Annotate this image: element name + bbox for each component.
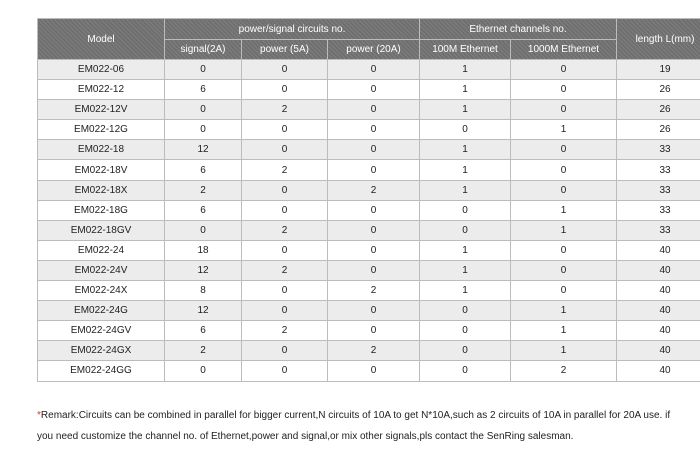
- cell-1000m-ethernet: 1: [511, 220, 617, 240]
- cell-power-20a: 0: [328, 260, 420, 280]
- cell-model: EM022-18G: [38, 200, 165, 220]
- header-power-signal: power/signal circuits no.: [165, 19, 420, 40]
- cell-model: EM022-24GV: [38, 321, 165, 341]
- cell-signal-2a: 18: [165, 240, 242, 260]
- cell-1000m-ethernet: 1: [511, 341, 617, 361]
- remark-text-1: Remark:Circuits can be combined in parallel for bigger current,N circuits of 10A to get N*10A,such as 2 circuits of 10A in parallel for 20A use. if: [40, 410, 671, 421]
- cell-1000m-ethernet: 1: [511, 321, 617, 341]
- cell-1000m-ethernet: 2: [511, 361, 617, 381]
- cell-length: 33: [617, 180, 700, 200]
- cell-100m-ethernet: 0: [420, 361, 511, 381]
- cell-100m-ethernet: 0: [420, 321, 511, 341]
- cell-power-20a: 0: [328, 301, 420, 321]
- cell-100m-ethernet: 0: [420, 341, 511, 361]
- cell-power-20a: 0: [328, 80, 420, 100]
- cell-power-5a: 0: [242, 80, 328, 100]
- cell-power-5a: 0: [242, 361, 328, 381]
- cell-100m-ethernet: 0: [420, 301, 511, 321]
- cell-signal-2a: 8: [165, 281, 242, 301]
- cell-signal-2a: 6: [165, 80, 242, 100]
- cell-power-5a: 0: [242, 120, 328, 140]
- cell-signal-2a: 6: [165, 321, 242, 341]
- subheader-power-20a: power (20A): [328, 40, 420, 60]
- cell-1000m-ethernet: 0: [511, 60, 617, 80]
- cell-power-20a: 0: [328, 240, 420, 260]
- cell-signal-2a: 12: [165, 260, 242, 280]
- cell-power-20a: 0: [328, 361, 420, 381]
- table-row: [38, 321, 700, 341]
- remark-marker: *: [37, 410, 41, 421]
- spec-table: [37, 18, 700, 382]
- cell-1000m-ethernet: 1: [511, 120, 617, 140]
- cell-power-5a: 0: [242, 341, 328, 361]
- cell-signal-2a: 6: [165, 200, 242, 220]
- cell-power-20a: 2: [328, 281, 420, 301]
- cell-power-20a: 0: [328, 140, 420, 160]
- subheader-signal-2a: signal(2A): [165, 40, 242, 60]
- cell-power-5a: 2: [242, 260, 328, 280]
- cell-1000m-ethernet: 0: [511, 180, 617, 200]
- cell-power-20a: 0: [328, 100, 420, 120]
- cell-power-20a: 0: [328, 321, 420, 341]
- cell-model: EM022-24GG: [38, 361, 165, 381]
- cell-1000m-ethernet: 0: [511, 100, 617, 120]
- cell-100m-ethernet: 1: [420, 281, 511, 301]
- cell-power-20a: 0: [328, 60, 420, 80]
- cell-model: EM022-06: [38, 60, 165, 80]
- cell-power-5a: 2: [242, 220, 328, 240]
- cell-power-5a: 2: [242, 160, 328, 180]
- cell-100m-ethernet: 1: [420, 240, 511, 260]
- cell-length: 26: [617, 100, 700, 120]
- cell-signal-2a: 0: [165, 120, 242, 140]
- table-row: [38, 140, 700, 160]
- cell-power-5a: 0: [242, 281, 328, 301]
- cell-100m-ethernet: 1: [420, 140, 511, 160]
- cell-signal-2a: 2: [165, 341, 242, 361]
- subheader-power-5a: power (5A): [242, 40, 328, 60]
- cell-signal-2a: 6: [165, 160, 242, 180]
- cell-signal-2a: 0: [165, 361, 242, 381]
- cell-model: EM022-12V: [38, 100, 165, 120]
- table-row: [38, 180, 700, 200]
- table-row: [38, 301, 700, 321]
- cell-model: EM022-24: [38, 240, 165, 260]
- cell-signal-2a: 12: [165, 140, 242, 160]
- cell-1000m-ethernet: 0: [511, 260, 617, 280]
- cell-model: EM022-24G: [38, 301, 165, 321]
- table-row: [38, 281, 700, 301]
- remark-line-1: [37, 405, 677, 426]
- table-row: [38, 60, 700, 80]
- cell-100m-ethernet: 0: [420, 200, 511, 220]
- cell-signal-2a: 12: [165, 301, 242, 321]
- cell-length: 26: [617, 120, 700, 140]
- cell-power-5a: 0: [242, 240, 328, 260]
- remark-note: [37, 405, 677, 447]
- cell-power-5a: 0: [242, 301, 328, 321]
- cell-100m-ethernet: 1: [420, 180, 511, 200]
- cell-length: 26: [617, 80, 700, 100]
- cell-length: 40: [617, 321, 700, 341]
- cell-model: EM022-24V: [38, 260, 165, 280]
- cell-power-20a: 2: [328, 341, 420, 361]
- cell-signal-2a: 0: [165, 220, 242, 240]
- cell-power-5a: 0: [242, 140, 328, 160]
- cell-1000m-ethernet: 1: [511, 301, 617, 321]
- table-row: [38, 220, 700, 240]
- cell-length: 40: [617, 341, 700, 361]
- cell-power-5a: 0: [242, 200, 328, 220]
- cell-length: 40: [617, 301, 700, 321]
- table-row: [38, 341, 700, 361]
- cell-1000m-ethernet: 0: [511, 160, 617, 180]
- remark-line-2: you need customize the channel no. of Ethernet,power and signal,or mix other signals,pls contact the SenRing salesman.: [37, 431, 574, 442]
- table-row: [38, 240, 700, 260]
- cell-model: EM022-24X: [38, 281, 165, 301]
- cell-model: EM022-12G: [38, 120, 165, 140]
- cell-100m-ethernet: 1: [420, 80, 511, 100]
- table-header: [38, 19, 700, 60]
- table-body: [38, 60, 700, 382]
- cell-1000m-ethernet: 1: [511, 200, 617, 220]
- cell-power-20a: 2: [328, 180, 420, 200]
- cell-100m-ethernet: 1: [420, 100, 511, 120]
- spec-table-container: [37, 18, 695, 382]
- cell-100m-ethernet: 0: [420, 120, 511, 140]
- cell-length: 33: [617, 160, 700, 180]
- cell-length: 33: [617, 220, 700, 240]
- cell-signal-2a: 0: [165, 60, 242, 80]
- header-model: Model: [38, 19, 165, 60]
- table-row: [38, 120, 700, 140]
- cell-100m-ethernet: 1: [420, 60, 511, 80]
- subheader-100m-ethernet: 100M Ethernet: [420, 40, 511, 60]
- cell-model: EM022-18V: [38, 160, 165, 180]
- table-row: [38, 260, 700, 280]
- cell-power-20a: 0: [328, 160, 420, 180]
- cell-signal-2a: 2: [165, 180, 242, 200]
- cell-model: EM022-18X: [38, 180, 165, 200]
- cell-model: EM022-18GV: [38, 220, 165, 240]
- cell-1000m-ethernet: 0: [511, 240, 617, 260]
- cell-power-5a: 2: [242, 321, 328, 341]
- cell-power-20a: 0: [328, 120, 420, 140]
- table-row: [38, 200, 700, 220]
- cell-100m-ethernet: 1: [420, 160, 511, 180]
- table-row: [38, 160, 700, 180]
- table-row: [38, 361, 700, 381]
- cell-power-5a: 0: [242, 180, 328, 200]
- cell-length: 33: [617, 140, 700, 160]
- cell-1000m-ethernet: 0: [511, 140, 617, 160]
- cell-power-5a: 0: [242, 60, 328, 80]
- cell-signal-2a: 0: [165, 100, 242, 120]
- cell-power-20a: 0: [328, 220, 420, 240]
- table-row: [38, 80, 700, 100]
- cell-100m-ethernet: 1: [420, 260, 511, 280]
- subheader-1000m-ethernet: 1000M Ethernet: [511, 40, 617, 60]
- header-ethernet: Ethernet channels no.: [420, 19, 617, 40]
- cell-length: 40: [617, 281, 700, 301]
- cell-model: EM022-24GX: [38, 341, 165, 361]
- cell-model: EM022-18: [38, 140, 165, 160]
- cell-model: EM022-12: [38, 80, 165, 100]
- cell-100m-ethernet: 0: [420, 220, 511, 240]
- header-length: length L(mm): [617, 19, 700, 60]
- cell-length: 40: [617, 260, 700, 280]
- cell-power-5a: 2: [242, 100, 328, 120]
- cell-length: 33: [617, 200, 700, 220]
- cell-1000m-ethernet: 0: [511, 80, 617, 100]
- cell-length: 19: [617, 60, 700, 80]
- cell-1000m-ethernet: 0: [511, 281, 617, 301]
- table-row: [38, 100, 700, 120]
- cell-power-20a: 0: [328, 200, 420, 220]
- cell-length: 40: [617, 361, 700, 381]
- cell-length: 40: [617, 240, 700, 260]
